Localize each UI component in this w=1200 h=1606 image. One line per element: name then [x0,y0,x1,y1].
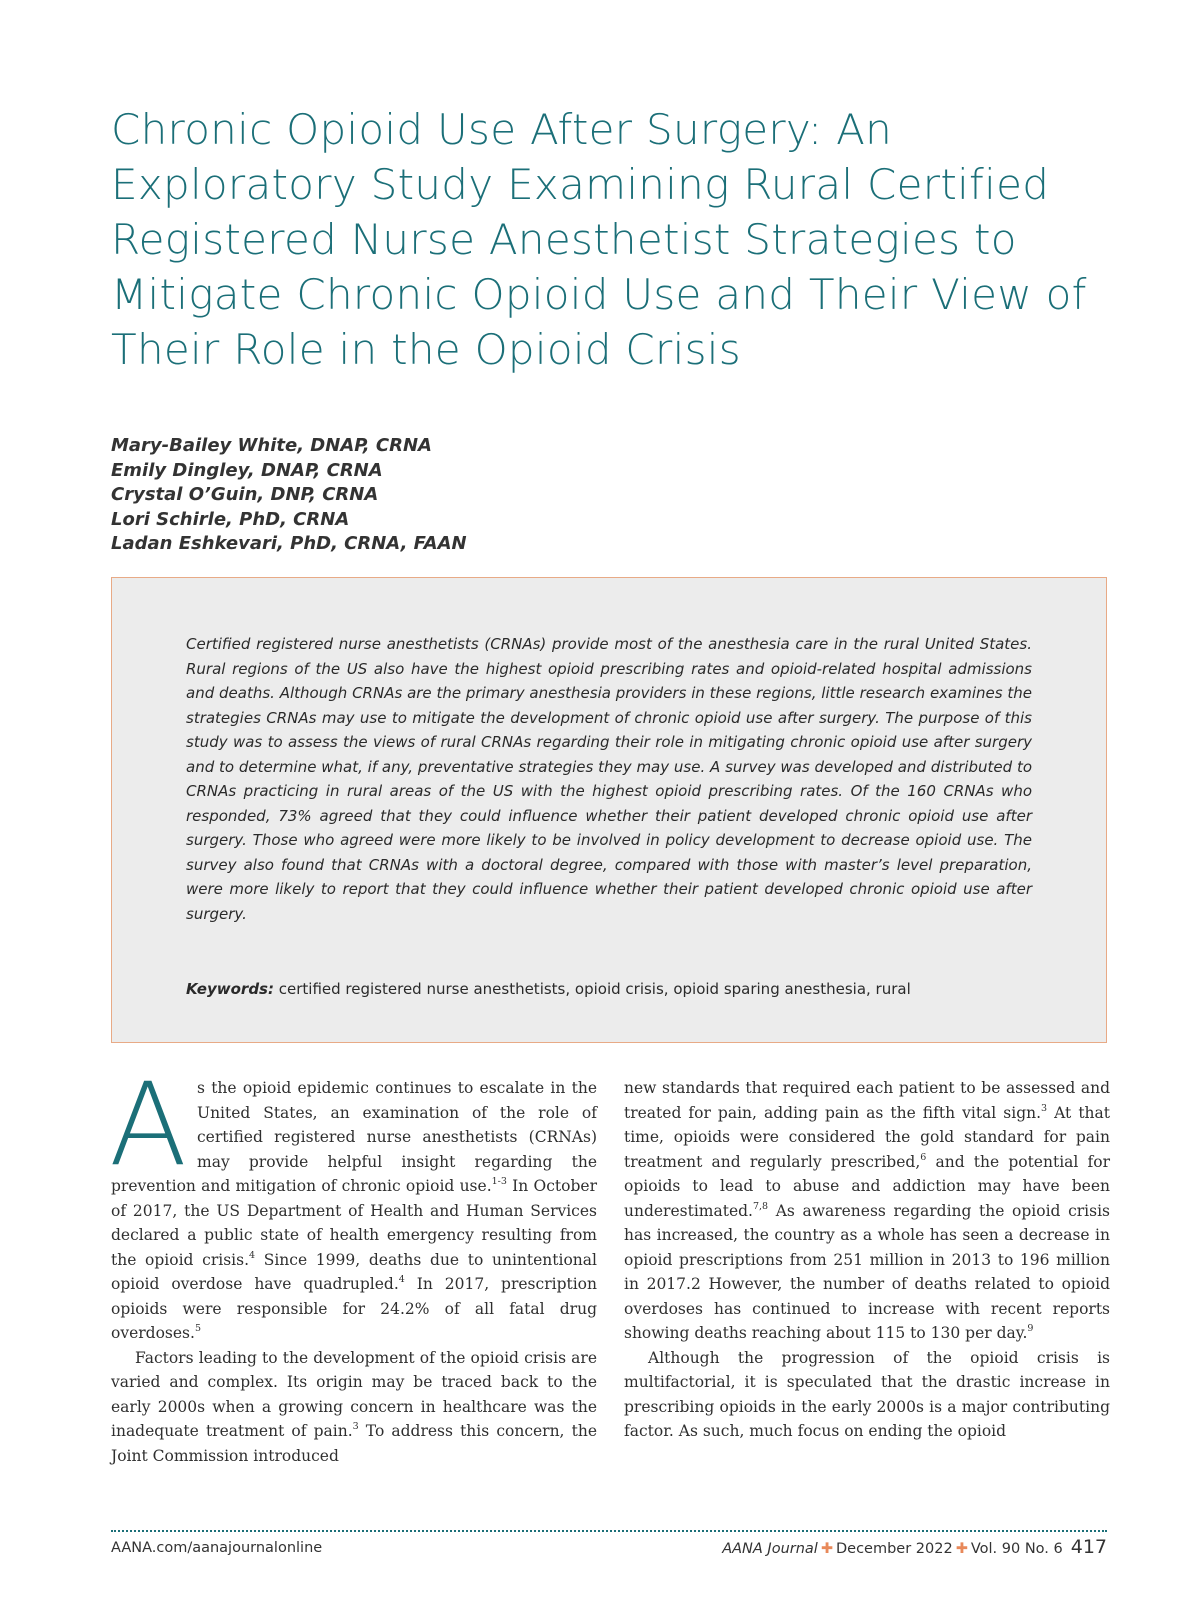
journal-name: AANA Journal [722,1541,818,1557]
author: Crystal O’Guin, DNP, CRNA [111,484,379,505]
journal-url[interactable]: AANA.com/aanajournalonline [111,1540,323,1556]
body-text: s the opioid epidemic continues to escalate in the United States, an examination of the role of certified registered nurse anesthetists (CRNAs) may provide helpful insight regarding the prevention and mitigation of chronic opioid use. [111,1079,597,1195]
reference-superscript: 9 [1027,1323,1034,1334]
body-text: At that time, opioids were considered the gold standard for pain treatment and regularly prescribed, [624,1103,1111,1171]
body-paragraph [111,1346,597,1469]
author: Ladan Eshkevari, PhD, CRNA, FAAN [111,533,467,554]
keywords-list: certified registered nurse anesthetists, opioid crisis, opioid sparing anesthesia, rural [278,980,911,998]
body-text: In October of 2017, the US Department of Health and Human Services declared a public state of health emergency resulting from the opioid crisis. [111,1177,597,1269]
body-text: and the potential for opioids to lead to abuse and addiction may have been underestimated. [624,1152,1110,1220]
footer-divider [111,1530,1107,1532]
reference-superscript: 7,8 [752,1200,769,1212]
body-text: In 2017, prescription opioids were responsible for 24.2% of all fatal drug overdoses. [111,1275,597,1342]
body-text: Factors leading to the development of the opioid crisis are varied and complex. Its origin may be traced back to the early 2000s when a growing concern in healthcare was the inadequate treatment of pain. [111,1348,597,1440]
body-text: Since 1999, deaths due to unintentional opioid overdose have quadrupled. [111,1250,597,1293]
footer-citation [722,1536,1107,1558]
body-paragraph [624,1076,1110,1346]
drop-cap: A [109,1058,187,1191]
author: Lori Schirle, PhD, CRNA [111,508,350,530]
body-text: To address this concern, the Joint Commission introduced [111,1422,597,1465]
author-list [111,434,811,557]
keywords-label: Keywords: [186,980,274,998]
reference-superscript: 3 [352,1421,359,1432]
body-column-left [109,1058,597,1468]
body-column-right [624,1076,1110,1444]
volume-issue: Vol. 90 No. 6 [970,1541,1063,1557]
reference-superscript: 4 [249,1249,256,1261]
reference-superscript: 4 [398,1274,405,1285]
reference-superscript: 1-3 [491,1176,507,1187]
reference-superscript: 6 [920,1151,927,1163]
separator-cross-icon: ✚ [820,1541,833,1557]
author: Mary-Bailey White, DNAP, CRNA [111,435,432,456]
separator-cross-icon: ✚ [955,1541,968,1557]
issue-date: December 2022 [835,1541,953,1557]
body-paragraph [109,1058,597,1346]
abstract-text: Certified registered nurse anesthetists (CRNAs) provide most of the anesthesia care in the rural United States. Rural regions of the US also have the highest opioid prescribing rates and opioid-related hospital admissions and deaths. Although CRNAs are the primary anesthesia providers in these regions, little research examines the strategies CRNAs may use to mitigate the development of chronic opioid use after surgery. The purpose of this study was to assess the views of rural CRNAs regarding their role in mitigating chronic opioid use after surgery and to determine what, if any, preventative strategies they may use. A survey was developed and distributed to CRNAs practicing in rural areas of the US with the highest opioid prescribing rates. Of the 160 CRNAs who responded, 73% agreed that they could influence whether their patient developed chronic opioid use after surgery. Those who agreed were more likely to be involved in policy development to decrease opioid use. The survey also found that CRNAs with a doctoral degree, compared with those with master’s level preparation, were more likely to report that they could influence whether their patient developed chronic opioid use after surgery. [186,635,1032,923]
author: Emily Dingley, DNAP, CRNA [111,459,383,481]
body-text: new standards that required each patient to be assessed and treated for pain, adding pain as the fifth vital sign. [624,1079,1110,1122]
page-number: 417 [1070,1536,1107,1558]
abstract-box [111,577,1107,1043]
body-text: As awareness regarding the opioid crisis has increased, the country as a whole has seen a decrease in opioid prescriptions from 251 million in 2013 to 196 million in 2017.2 However, the number of deaths related to opioid overdoses has continued to increase with recent reports showing deaths reaching about 115 to 130 per day. [624,1201,1110,1342]
reference-superscript: 3 [1041,1102,1048,1114]
article-title: Chronic Opioid Use After Surgery: An Exploratory Study Examining Rural Certified Registered Nurse Anesthetist Strategies to Mitigate Chronic Opioid Use and Their View of Their Role in the Opioid Crisis [111,105,1087,374]
body-paragraph: Although the progression of the opioid crisis is multifactorial, it is speculated that the drastic increase in prescribing opioids in the early 2000s is a major contributing factor. As such, much focus on ending the opioid [624,1348,1110,1440]
reference-superscript: 5 [194,1323,201,1334]
keywords [186,977,1046,1001]
